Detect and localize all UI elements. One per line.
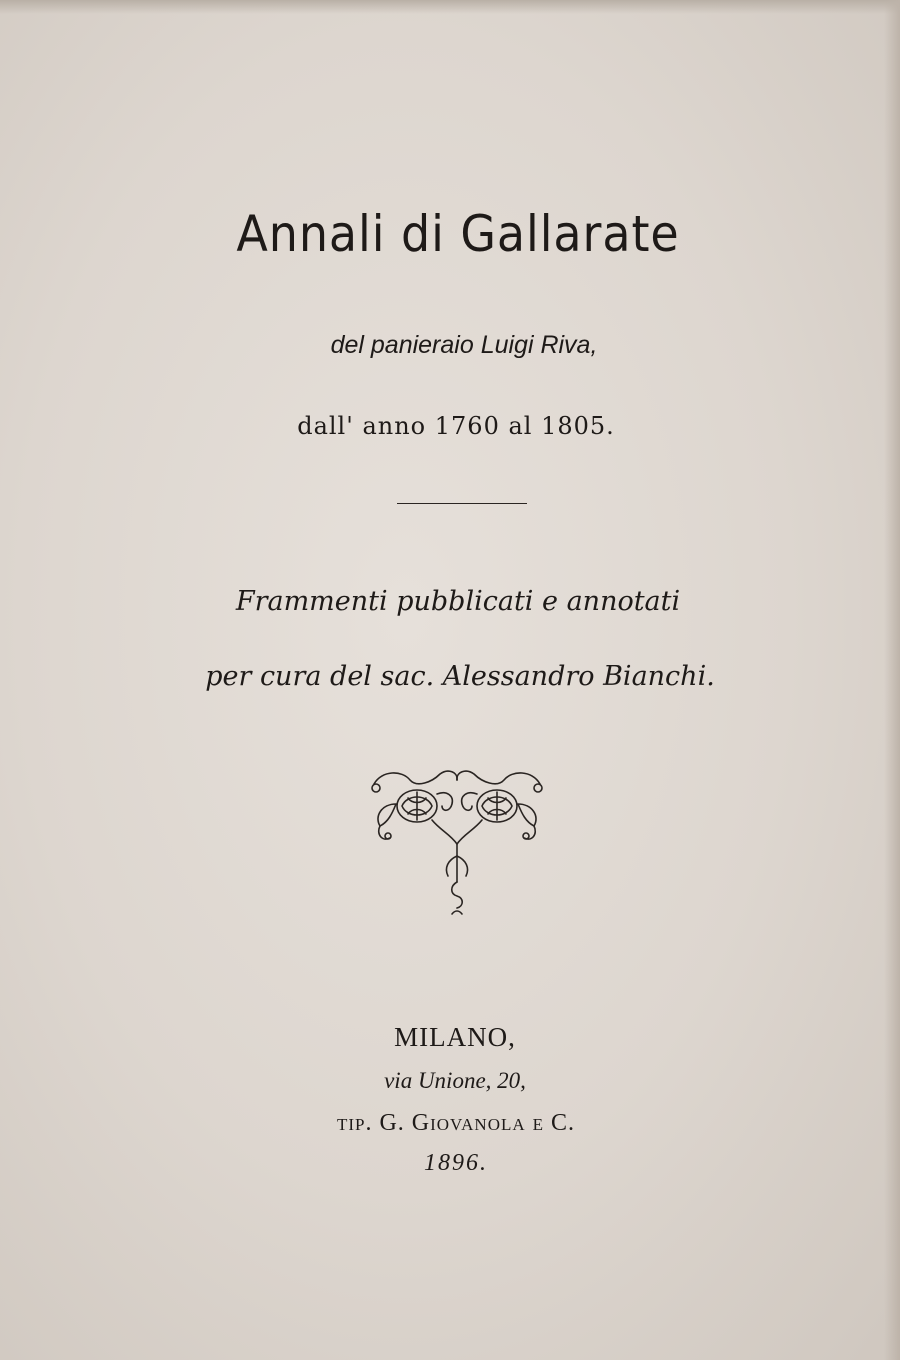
imprint-street: via Unione, 20, [384,1068,526,1093]
book-subtitle: del panieraio Luigi Riva, [330,331,598,359]
imprint-year: 1896. [424,1150,488,1176]
imprint-printer: tip. G. Giovanola e C. [336,1110,576,1136]
imprint-city: MILANO, [394,1022,516,1052]
years-line: dall' anno 1760 al 1805. [297,412,615,440]
description-line-1: Frammenti pubblicati e annotati [235,586,681,617]
floral-vignette-icon [362,764,552,924]
description-line-2: per cura del sac. Alessandro Bianchi. [205,661,715,692]
book-title: Annali di Gallarate [236,205,680,263]
horizontal-rule [397,503,527,504]
page-top-edge [0,0,900,14]
